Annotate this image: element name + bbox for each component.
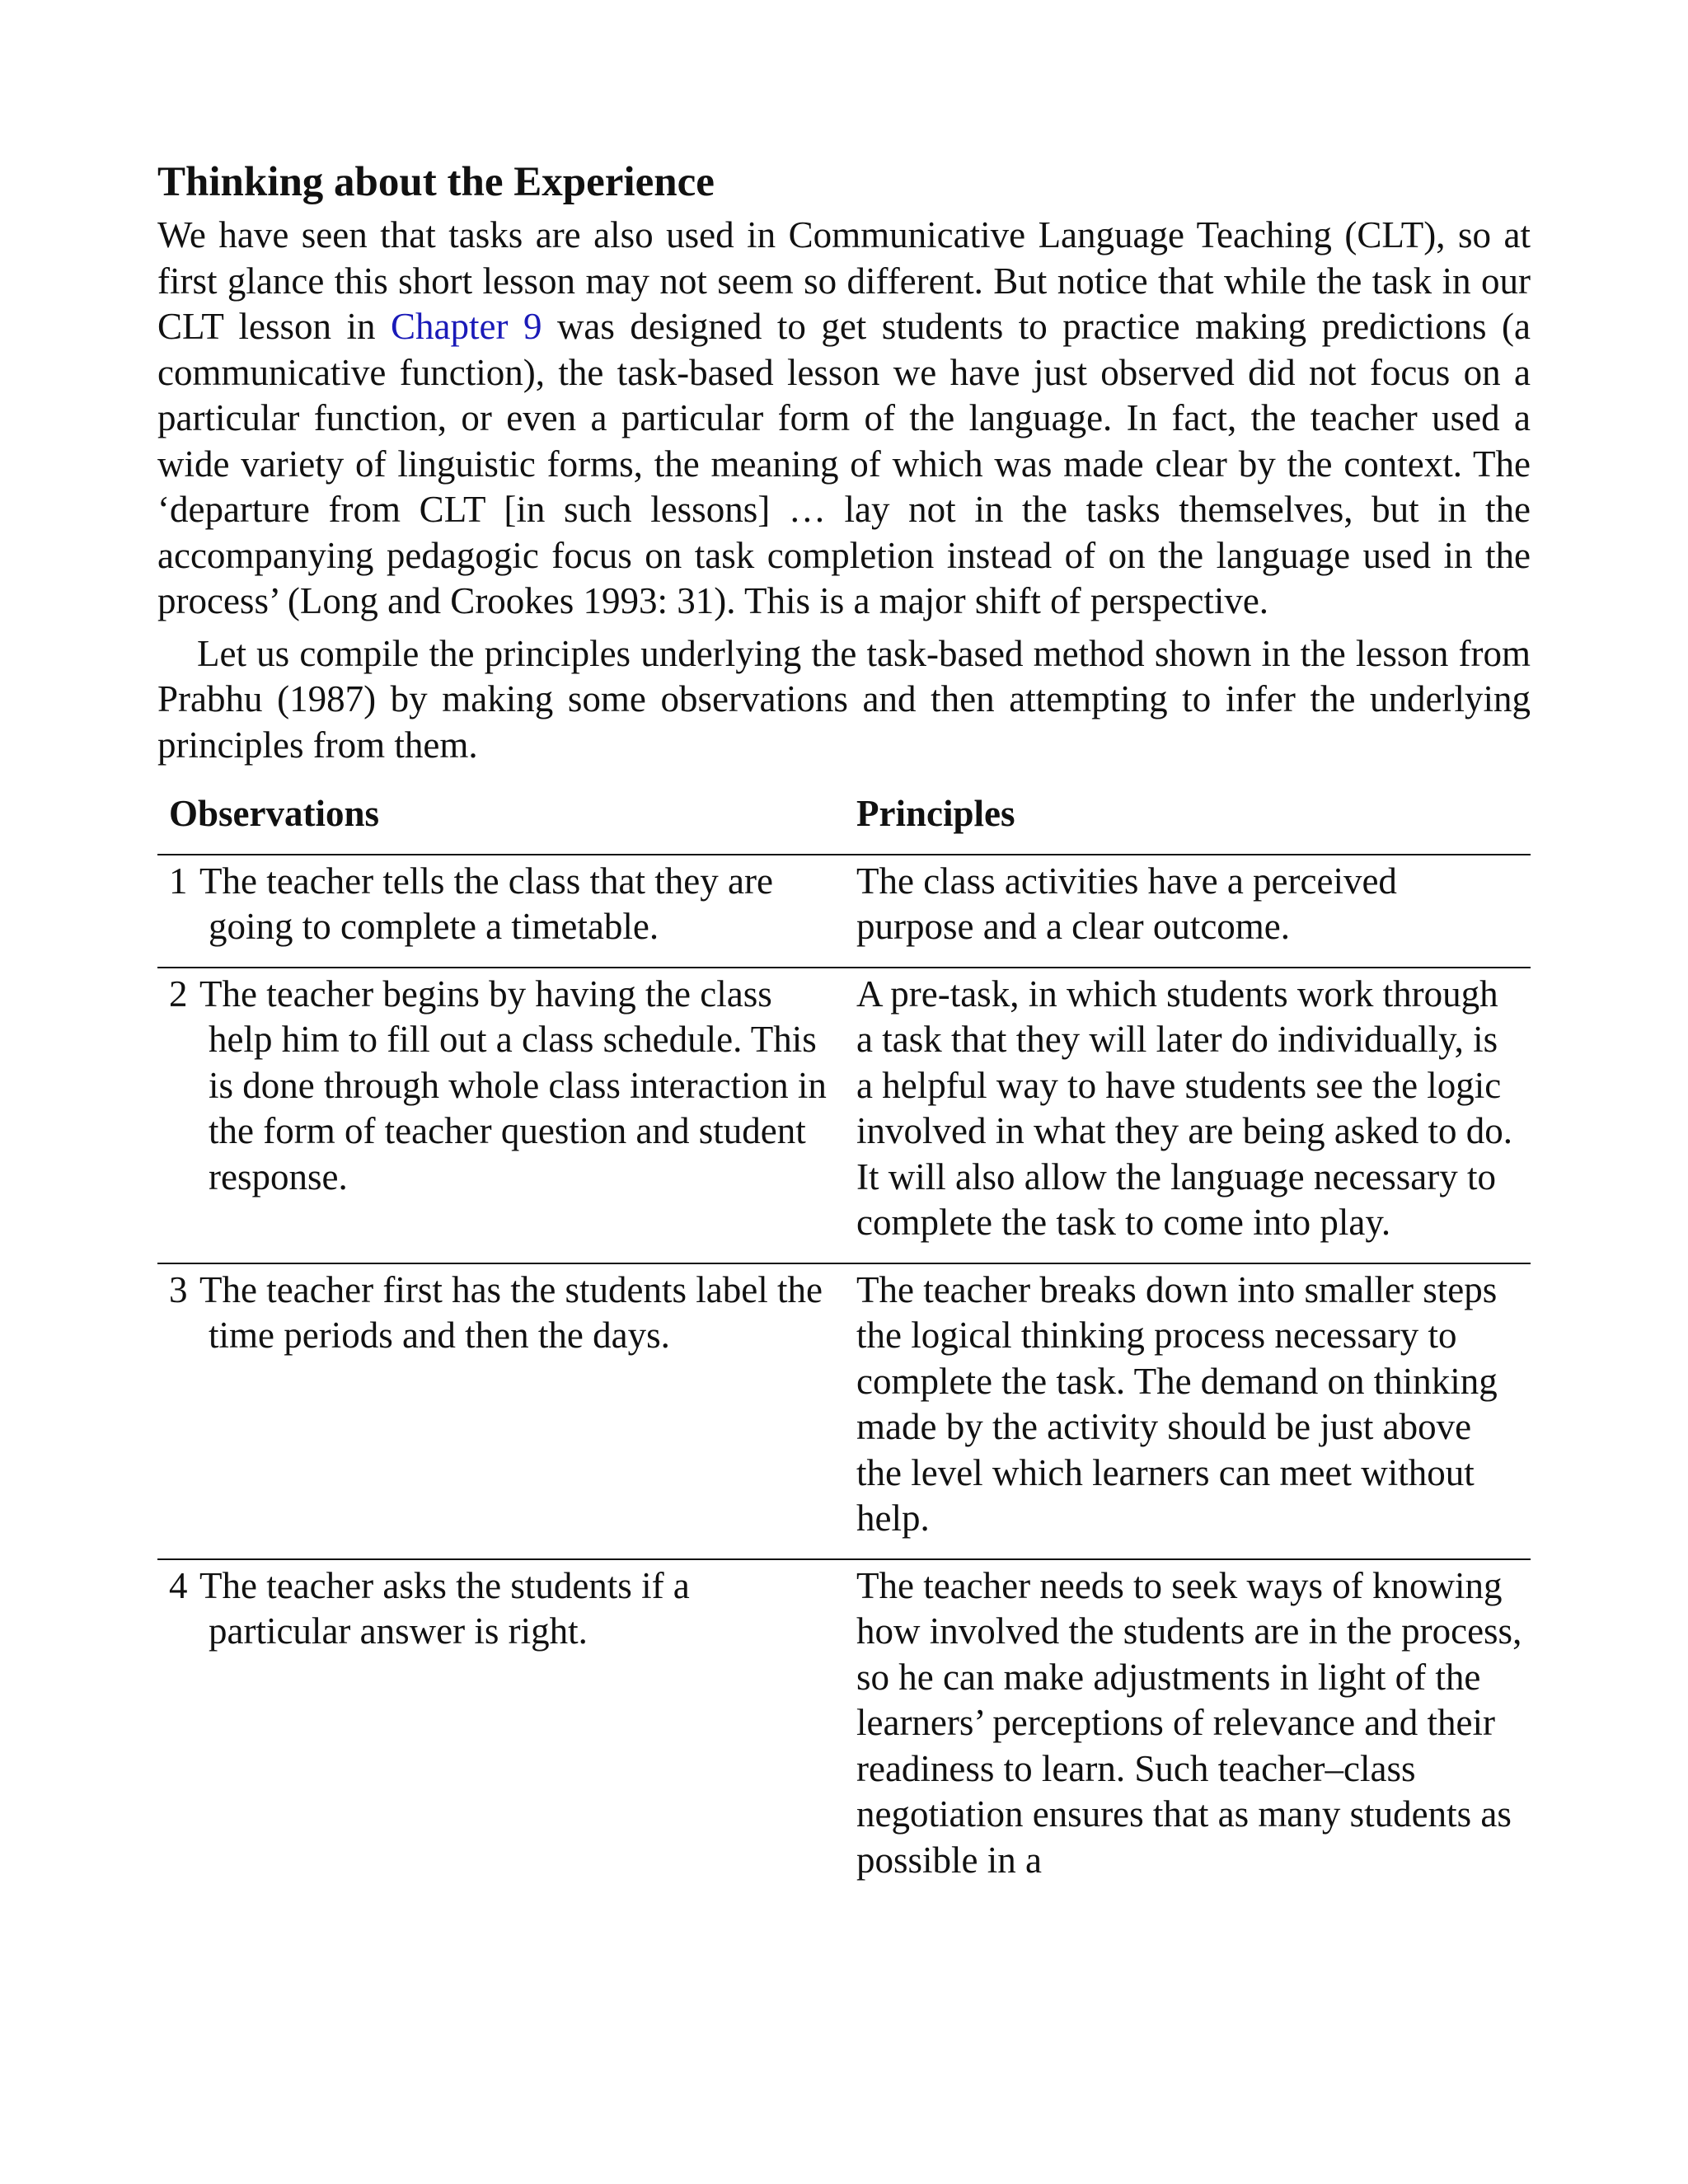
principle-text: The class activities have a perceived purpose and a clear outcome. (856, 860, 1397, 947)
observations-principles-table (157, 791, 1531, 1900)
observation-cell (157, 968, 856, 1263)
table-row (157, 968, 1531, 1263)
document-page (157, 157, 1531, 1900)
table-row (157, 1263, 1531, 1559)
observation-text-wrapper (169, 859, 856, 950)
observation-text: The teacher first has the students label the time periods and then the days. (199, 1268, 823, 1356)
observation-number: 4 (169, 1564, 188, 1606)
paragraph-compile-principles: Let us compile the principles underlying the task-based method shown in the lesson from Prabhu (1987) by making some observations and then attempting to infer the underlying principles from them. (157, 632, 1531, 766)
paragraph-intro-text-start: We have seen that tasks are also used in Communicative Language Teaching (CLT), so at first glance this short lesson may not seem so different. But notice that while the task in our CLT lesson in (157, 214, 1531, 347)
observation-text: The teacher tells the class that they are going to complete a timetable. (199, 860, 773, 947)
paragraph-intro-text-end: was designed to get students to practice making predictions (a communicative function), the task-based lesson we have just observed did not focus on a particular function, or even a particular form of the language. In fact, the teacher used a wide variety of linguistic forms, the meaning of which was made clear by the context. The ‘departure from CLT [in such lessons] … lay not in the tasks themselves, but in the accompanying pedagogic focus on task completion instead of on the language used in the process’ (Long and Crookes 1993: 31). This is a major shift of perspective. (157, 306, 1531, 621)
chapter-link[interactable]: Chapter 9 (391, 306, 542, 347)
observation-number: 1 (169, 860, 188, 902)
table-row (157, 1559, 1531, 1900)
observation-cell (157, 1263, 856, 1559)
observation-text: The teacher begins by having the class help him to fill out a class schedule. This is done through whole class interaction in the form of teacher question and student response. (199, 972, 827, 1197)
observation-text-wrapper (169, 1268, 856, 1359)
observation-number: 2 (169, 972, 188, 1015)
table-header-row (157, 791, 1531, 855)
principle-cell (856, 1263, 1531, 1559)
principle-text: A pre-task, in which students work through a task that they will later do individually, is a helpful way to have students see the logic involved in what they are being asked to do. It will also allow the language necessary to complete the task to come into play. (856, 972, 1513, 1243)
section-heading: Thinking about the Experience (157, 159, 715, 205)
paragraph-intro (157, 213, 1531, 625)
observation-text: The teacher asks the students if a particular answer is right. (199, 1564, 690, 1652)
observation-number: 3 (169, 1268, 188, 1310)
observation-cell (157, 855, 856, 968)
principle-cell (856, 855, 1531, 968)
observation-cell (157, 1559, 856, 1900)
principle-cell (856, 1559, 1531, 1900)
header-observations: Observations (157, 791, 856, 855)
principle-text: The teacher needs to seek ways of knowing how involved the students are in the process, so he can make adjustments in light of the learners’ perceptions of relevance and their readiness to learn. Such teacher–class negotiation ensures that as many students as possible in a (856, 1564, 1522, 1881)
principle-text: The teacher breaks down into smaller steps the logical thinking process necessary to complete the task. The demand on thinking made by the activity should be just above the level which learners can meet without help. (856, 1268, 1498, 1539)
observation-text-wrapper (169, 972, 856, 1201)
observation-text-wrapper (169, 1563, 856, 1655)
table-row (157, 855, 1531, 968)
principle-cell (856, 968, 1531, 1263)
header-principles: Principles (856, 791, 1531, 855)
